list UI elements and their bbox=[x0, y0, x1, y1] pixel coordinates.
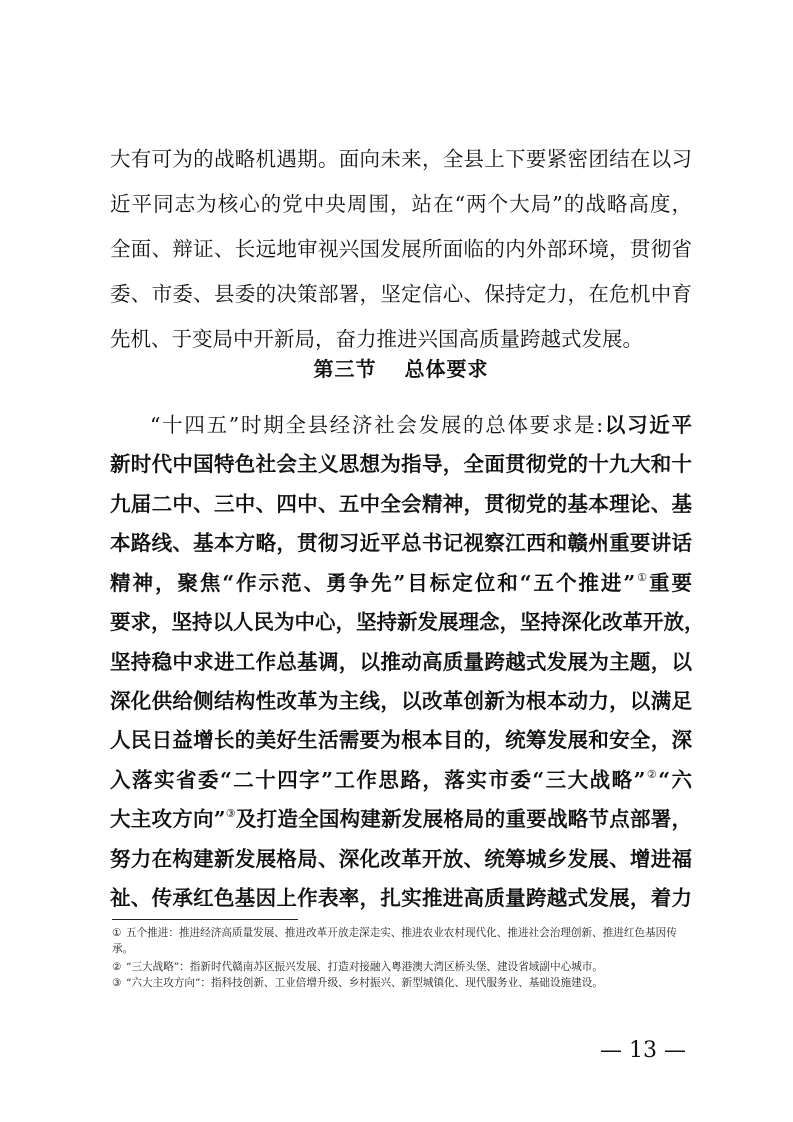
footnote-text: 五个推进：推进经济高质量发展、推进改革开放走深走实、推进农业农村现代化、推进社会治理创新、推进红色基因传承。 bbox=[112, 927, 677, 955]
paragraph-line: 坚持稳中求进工作总基调，以推动高质量跨越式发展为主题，以 bbox=[110, 650, 692, 674]
paragraph-line: 大有可为的战略机遇期。面向未来，全县上下要紧密团结在以习 bbox=[110, 147, 692, 171]
line-text: 重要 bbox=[649, 571, 692, 595]
page-number: — 13 — bbox=[600, 1038, 686, 1063]
footnote-divider bbox=[112, 919, 298, 920]
footnote-ref-2[interactable]: ② bbox=[645, 768, 659, 781]
section-heading bbox=[110, 350, 692, 388]
paragraph-line: 新时代中国特色社会主义思想为指导，全面贯彻党的十九大和十 bbox=[110, 452, 692, 476]
paragraph-line-with-ref bbox=[110, 800, 692, 838]
paragraph-line-with-ref bbox=[110, 761, 692, 799]
line-text: 入落实省委“二十四字”工作思路，落实市委“三大战略” bbox=[110, 768, 646, 792]
footnote-2 bbox=[112, 960, 697, 976]
paragraph-line: 要求，坚持以人民为中心，坚持新发展理念，坚持深化改革开放， bbox=[110, 610, 705, 634]
footnote-ref-1[interactable]: ① bbox=[635, 571, 650, 584]
footnote-number: ② bbox=[112, 961, 122, 973]
footnote-3 bbox=[112, 976, 697, 992]
paragraph-line: 全面、辩证、长远地审视兴国发展所面临的内外部环境，贯彻省 bbox=[110, 237, 692, 261]
line-text: “六 bbox=[658, 768, 692, 792]
paragraph-line: 九届二中、三中、四中、五中全会精神，贯彻党的基本理论、基 bbox=[110, 492, 692, 516]
footnote-1 bbox=[112, 926, 697, 957]
footnote-text: “三大战略”：指新时代赣南苏区振兴发展、打造对接融入粤港澳大湾区桥头堡、建设省域副中心城市。 bbox=[126, 961, 603, 973]
paragraph-line: 祉、传承红色基因上作表率，扎实推进高质量跨越式发展，着力 bbox=[110, 886, 692, 910]
footnote-text: “六大主攻方向”：指科技创新、工业倍增升级、乡村振兴、新型城镇化、现代服务业、基础设施建设。 bbox=[126, 977, 603, 989]
paragraph-line: 近平同志为核心的党中央周围，站在“两个大局”的战略高度， bbox=[110, 192, 692, 216]
footnote-number: ③ bbox=[112, 977, 122, 989]
line-text: 精神，聚焦“作示范、勇争先”目标定位和“五个推进” bbox=[110, 571, 636, 595]
paragraph-line: 深化供给侧结构性改革为主线，以改革创新为根本动力，以满足 bbox=[110, 689, 692, 713]
paragraph-line: 努力在构建新发展格局、深化改革开放、统筹城乡发展、增进福 bbox=[110, 847, 692, 871]
section-title: 总体要求 bbox=[404, 357, 489, 381]
paragraph-line: 人民日益增长的美好生活需要为根本目的，统筹发展和安全，深 bbox=[110, 728, 692, 752]
paragraph-line: 本路线、基本方略，贯彻习近平总书记视察江西和赣州重要讲话 bbox=[110, 531, 692, 555]
paragraph-line-with-ref bbox=[110, 564, 692, 602]
footnote-number: ① bbox=[112, 927, 122, 939]
paragraph-line: 委、市委、县委的决策部署，坚定信心、保持定力，在危机中育 bbox=[110, 282, 692, 306]
section-number: 第三节 bbox=[313, 357, 377, 381]
lead-bold-text: 以习近平 bbox=[603, 413, 692, 437]
footnote-ref-3[interactable]: ③ bbox=[225, 807, 236, 820]
paragraph-lead-line bbox=[150, 406, 692, 444]
line-text: 大主攻方向” bbox=[110, 807, 226, 831]
lead-text: “十四五”时期全县经济社会发展的总体要求是: bbox=[150, 413, 604, 437]
paragraph-line: 先机、于变局中开新局，奋力推进兴国高质量跨越式发展。 bbox=[110, 327, 643, 351]
line-text: 及打造全国构建新发展格局的重要战略节点部署， bbox=[235, 807, 692, 831]
